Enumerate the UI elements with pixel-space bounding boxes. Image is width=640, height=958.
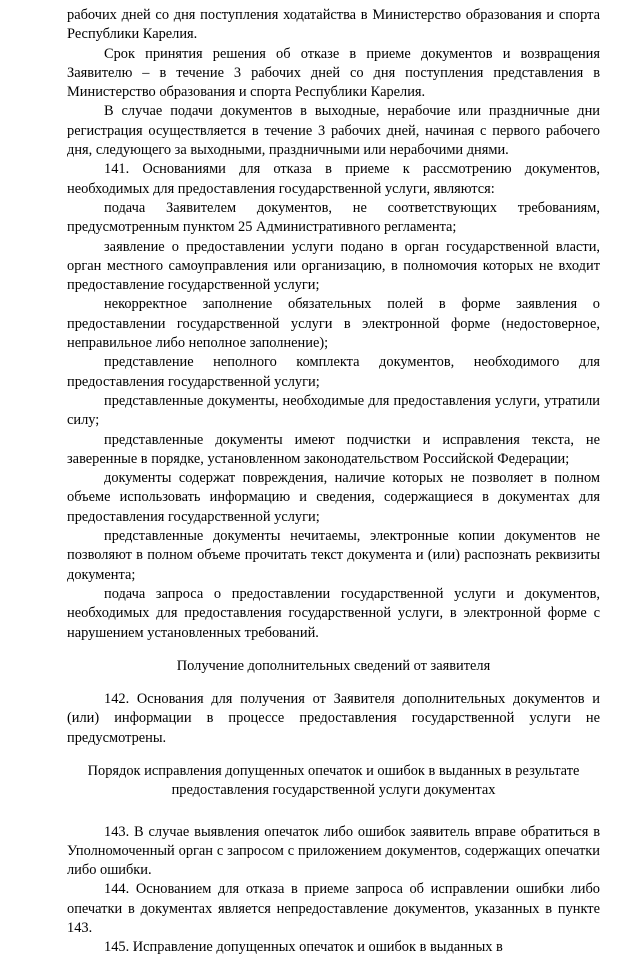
list-item-ground: представление неполного комплекта документов, необходимого для предоставления государственной услуги; (67, 354, 600, 390)
paragraph-weekend-registration: В случае подачи документов в выходные, нерабочие или праздничные дни регистрация осуществляется в течение 3 рабочих дней, начиная с первого рабочего дня, следующего за выходными, праздничными или нерабочими днями. (67, 103, 600, 159)
paragraph-142: 142. Основания для получения от Заявителя дополнительных документов и (или) информации в процессе предоставления государственной услуги не предусмотрены. (67, 691, 600, 746)
paragraph-143: 143. В случае выявления опечаток либо ошибок заявитель вправе обратиться в Уполномоченный орган с запросом с приложением документов, содержащих опечатки либо ошибки. (67, 823, 600, 879)
spacer (67, 801, 600, 823)
paragraph-145: 145. Исправление допущенных опечаток и ошибок в выданных в (104, 939, 503, 956)
list-item-ground: представленные документы, необходимые для предоставления услуги, утратили силу; (67, 392, 600, 429)
spacer (67, 676, 600, 690)
list-item-ground: представленные документы нечитаемы, электронные копии документов не позволяют в полном объеме прочитать текст документа и (или) распознать реквизиты документа; (67, 528, 600, 583)
list-item-ground: подача запроса о предоставлении государственной услуги и документов, необходимых для предоставления государственной услуги, в электронной форме с нарушением установленных требований. (67, 585, 600, 641)
list-item-ground: представленные документы имеют подчистки и исправления текста, не заверенные в порядке, установленном законодательством Российской Федерации; (67, 431, 600, 467)
spacer (67, 643, 600, 657)
section-heading-additional-info: Получение дополнительных сведений от заявителя (176, 657, 491, 674)
paragraph-144: 144. Основанием для отказа в приеме запроса об исправлении ошибки либо опечатки в документах является непредоставление документов, указанных в пункте 143. (67, 881, 600, 937)
section-heading-corrections: Порядок исправления допущенных опечаток и ошибок в выданных в результате предоставления государственной услуги документах (87, 762, 580, 799)
paragraph-refusal-term: Срок принятия решения об отказе в приеме документов и возвращения Заявителю – в течение 3 рабочих дней со дня поступления представления в Министерство образования и спорта Республики Карелия. (67, 45, 600, 101)
spacer (67, 748, 600, 762)
list-item-ground: подача Заявителем документов, не соответствующих требованиям, предусмотренным пунктом 25 Административного регламента; (67, 199, 600, 236)
list-item-ground: документы содержат повреждения, наличие которых не позволяет в полном объеме использовать информацию и сведения, содержащиеся в документах для предоставления государственной услуги; (67, 470, 600, 525)
list-item-ground: заявление о предоставлении услуги подано в орган государственной власти, орган местного самоуправления или организацию, в полномочия которых не входит предоставление государственной услуги; (67, 238, 600, 294)
paragraph-141: 141. Основаниями для отказа в приеме к рассмотрению документов, необходимых для предоставления государственной услуги, являются: (67, 161, 600, 197)
paragraph-continuation: рабочих дней со дня поступления ходатайства в Министерство образования и спорта Республики Карелия. (67, 7, 600, 43)
list-item-ground: некорректное заполнение обязательных полей в форме заявления о предоставлении государственной услуги в электронной форме (недостоверное, неправильное либо неполное заполнение); (67, 296, 600, 352)
document-page (67, 6, 600, 958)
